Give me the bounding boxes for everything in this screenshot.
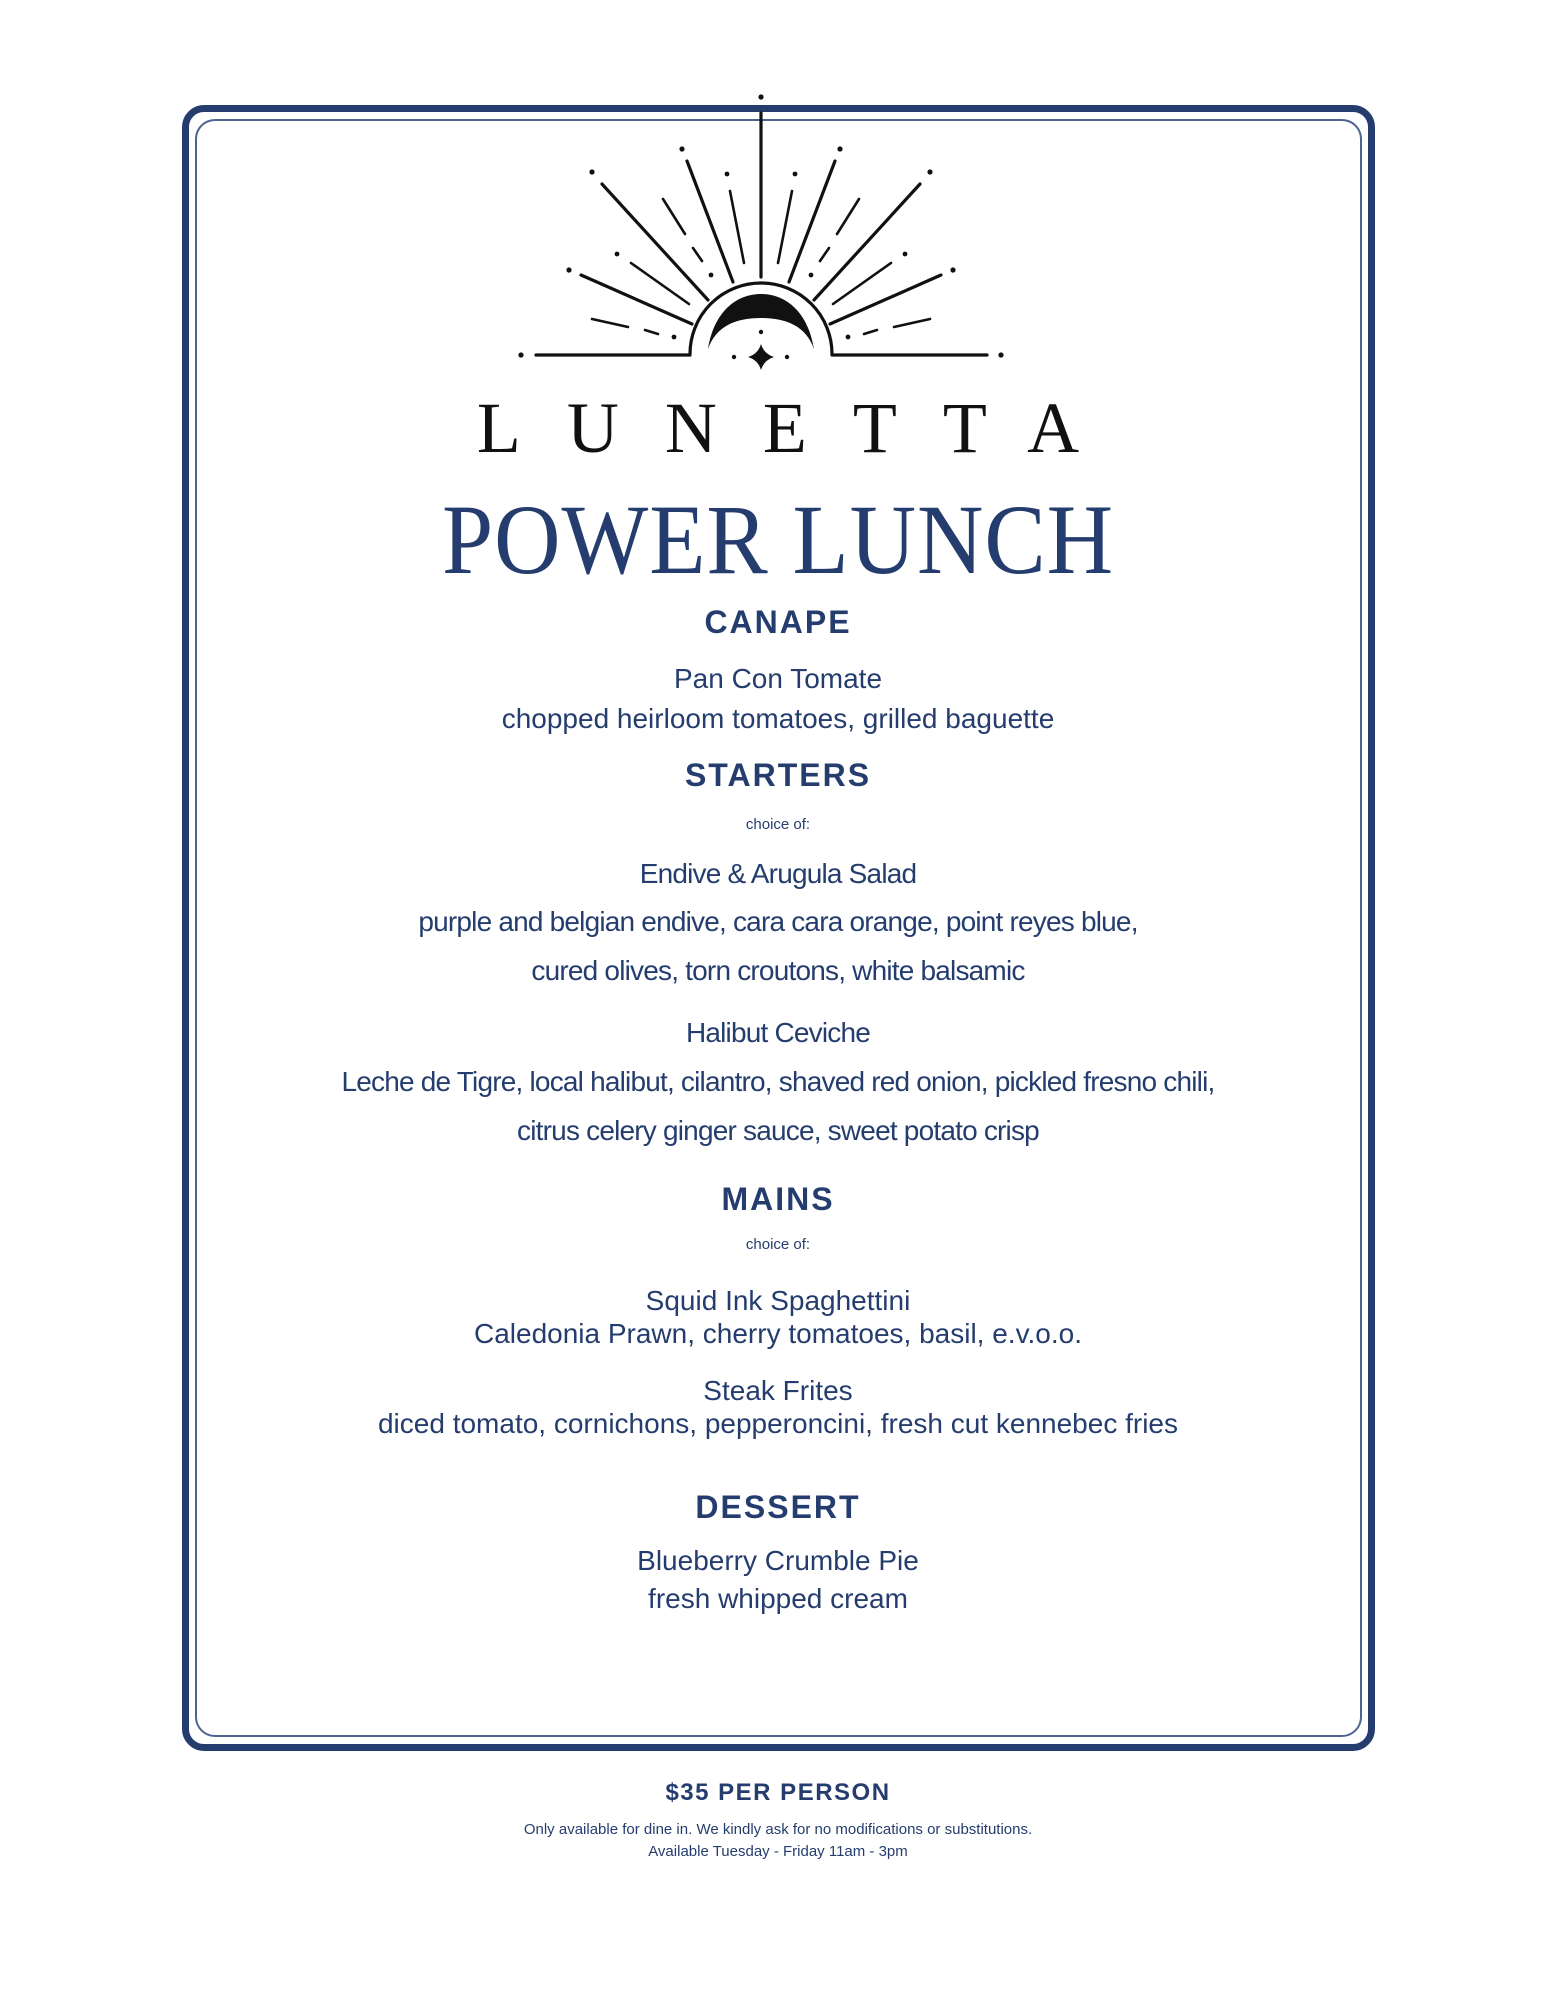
brand-name: LUNETTA xyxy=(476,388,1126,468)
choice-note: choice of: xyxy=(745,1236,811,1253)
section-heading-starters: STARTERS xyxy=(684,757,872,793)
choice-note: choice of: xyxy=(745,816,811,833)
menu-item-description: cured olives, torn croutons, white balsamic xyxy=(531,955,1025,986)
footer-note: Only available for dine in. We kindly ask for no modifications or substitutions. xyxy=(523,1821,1033,1838)
section-heading-mains: MAINS xyxy=(721,1181,835,1217)
menu-item-description: purple and belgian endive, cara cara orange, point reyes blue, xyxy=(418,906,1138,937)
footer-note: Available Tuesday - Friday 11am - 3pm xyxy=(648,1843,908,1860)
menu-item-name: Steak Frites xyxy=(703,1375,853,1406)
menu-item-description: citrus celery ginger sauce, sweet potato crisp xyxy=(517,1115,1039,1146)
menu-item-description: fresh whipped cream xyxy=(648,1583,908,1614)
section-heading-canape: CANAPE xyxy=(704,604,852,640)
menu-item-name: Blueberry Crumble Pie xyxy=(637,1545,919,1576)
menu-item-description: Leche de Tigre, local halibut, cilantro, shaved red onion, pickled fresno chili, xyxy=(341,1066,1215,1097)
page-title: POWER LUNCH xyxy=(441,484,1115,595)
menu-item-description: chopped heirloom tomatoes, grilled baguette xyxy=(501,703,1055,734)
menu-item-name: Endive & Arugula Salad xyxy=(639,858,917,889)
menu-item-name: Halibut Ceviche xyxy=(685,1017,871,1048)
menu-item-name: Squid Ink Spaghettini xyxy=(645,1285,911,1316)
menu-item-description: diced tomato, cornichons, pepperoncini, fresh cut kennebec fries xyxy=(377,1408,1178,1439)
menu-item-description: Caledonia Prawn, cherry tomatoes, basil, e.v.o.o. xyxy=(473,1318,1082,1349)
menu-item-name: Pan Con Tomate xyxy=(673,663,883,694)
price-label: $35 PER PERSON xyxy=(665,1779,891,1806)
section-heading-dessert: DESSERT xyxy=(695,1489,861,1525)
